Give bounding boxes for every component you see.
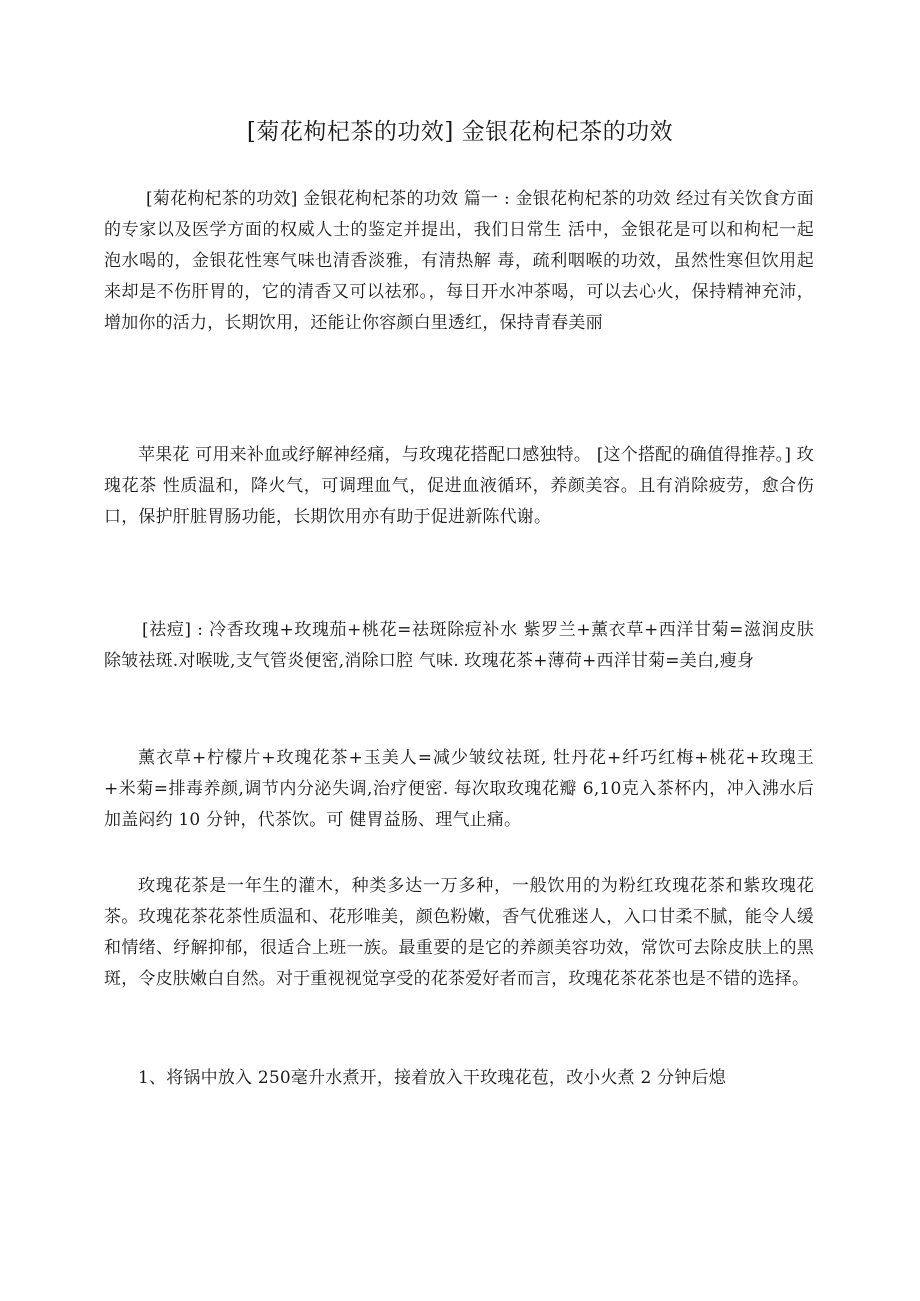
- document-title: [菊花枸杞茶的功效] 金银花枸杞茶的功效: [246, 119, 674, 145]
- paragraph-lavender-recipes: 薰衣草+柠檬片+玫瑰花茶+玉美人=减少皱纹祛斑, 牡丹花+纤巧红梅+桃花+玫瑰王+米菊=排毒养颜,调节内分泌失调,治疗便密. 每次取玫瑰花瓣 6,10克入茶杯内，冲入沸水后加盖闷约 10 分钟，代茶饮。可 健胃益肠、理气止痛。: [104, 748, 814, 830]
- paragraph-rose-tea-intro: 玫瑰花茶是一年生的灌木，种类多达一万多种，一般饮用的为粉红玫瑰花茶和紫玫瑰花茶。玫瑰花茶花茶性质温和、花形唯美，颜色粉嫩，香气优雅迷人，入口甘柔不腻，能令人缓和情绪、纾解抑郁，很适合上班一族。最重要的是它的养颜美容功效，常饮可去除皮肤上的黑斑，令皮肤嫩白自然。对于重视视觉享受的花茶爱好者而言，玫瑰花茶花茶也是不错的选择。: [104, 876, 814, 989]
- paragraph-step-one: 1、将锅中放入 250毫升水煮开，接着放入干玫瑰花苞，改小火煮 2 分钟后熄: [138, 1068, 726, 1088]
- paragraph-acne-recipes: [祛痘] : 冷香玫瑰+玫瑰茄+桃花=祛斑除痘补水 紫罗兰+薰衣草+西洋甘菊=滋润皮肤除皱祛斑.对喉咙,支气管炎便密,消除口腔 气味. 玫瑰花茶+薄荷+西洋甘菊=美白,瘦身: [104, 620, 814, 671]
- paragraph-honeysuckle-goji: [菊花枸杞茶的功效] 金银花枸杞茶的功效 篇一 : 金银花枸杞茶的功效 经过有关饮食方面的专家以及医学方面的权威人士的鉴定并提出，我们日常生 活中，金银花是可以和枸杞一起泡水喝的，金银花性寒气味也清香淡雅，有清热解 毒，疏利咽喉的功效，虽然性寒但饮用起来却是不伤肝胃的，它的清香又可以祛邪。，每日开水冲茶喝，可以去心火，保持精神充沛，增加你的活力，长期饮用，还能让你容颜白里透红，保持青春美丽: [104, 189, 814, 333]
- paragraph-apple-blossom-rose: 苹果花 可用来补血或纾解神经痛，与玫瑰花搭配口感独特。 [这个搭配的确值得推荐。] 玫瑰花茶 性质温和，降火气，可调理血气，促进血液循环，养颜美容。且有消除疲劳，愈合伤口，保护肝脏胃肠功能，长期饮用亦有助于促进新陈代谢。: [104, 445, 814, 527]
